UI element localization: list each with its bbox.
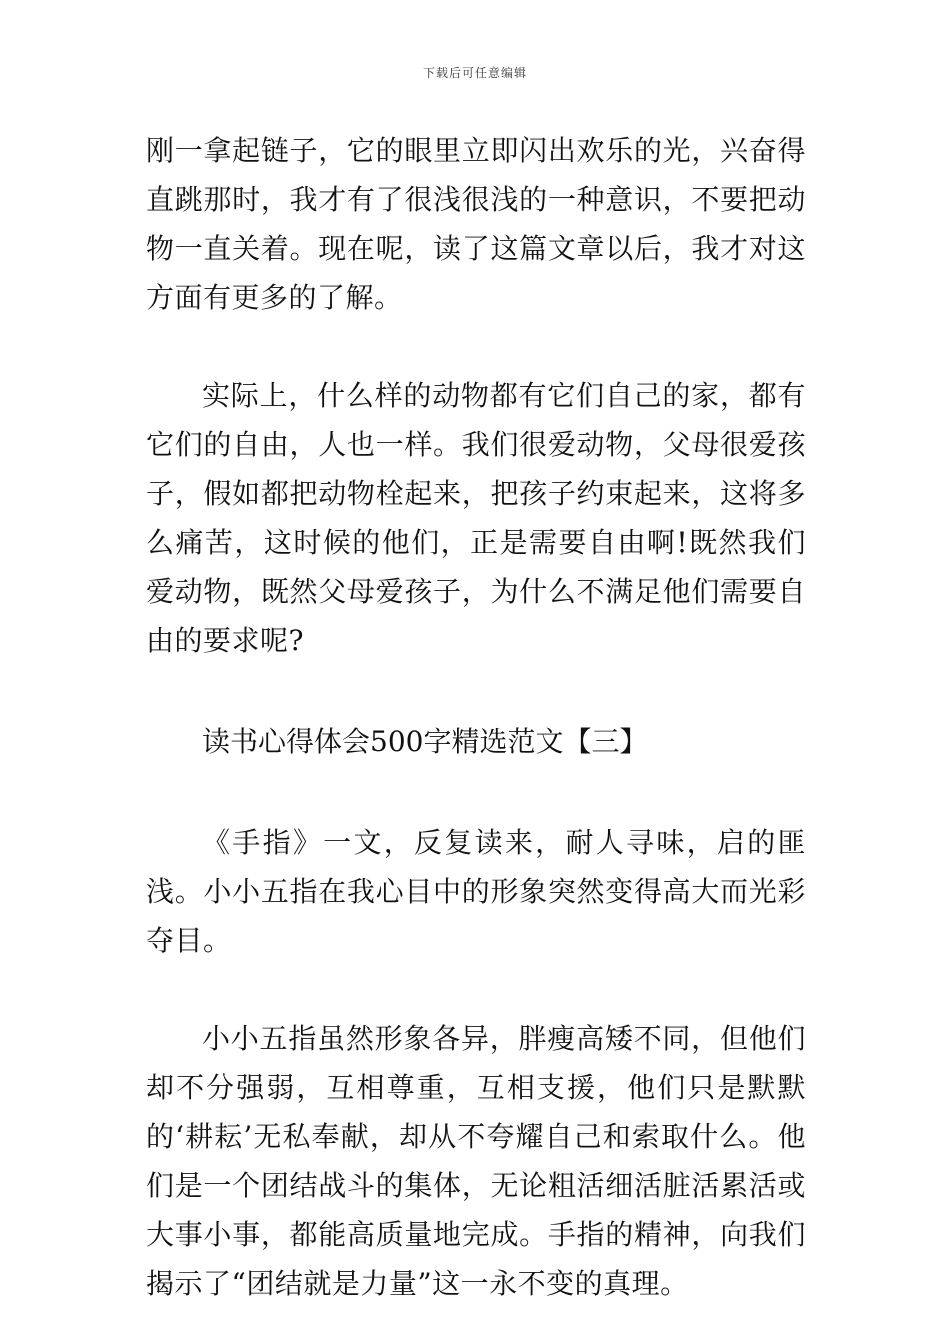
paragraph-spacer: [146, 965, 806, 1014]
section-heading: 读书心得体会500字精选范文【三】: [202, 725, 648, 758]
paragraph-4: 小小五指虽然形象各异，胖瘦高矮不同，但他们却不分强弱，互相尊重，互相支援，他们只是默默的‘耕耘’无私奉献，却从不夸耀自己和索取什么。他们是一个团结战斗的集体，无论粗活细活脏活累活或大事小事，都能高质量地完成。手指的精神，向我们揭示了“团结就是力量”这一永不变的真理。: [146, 1022, 806, 1300]
paragraph-3: 《手指》一文，反复读来，耐人寻味，启的匪浅。小小五指在我心目中的形象突然变得高大而光彩夺目。: [146, 826, 806, 957]
paragraph-spacer: [146, 766, 806, 818]
paragraph-1: 刚一拿起链子，它的眼里立即闪出欢乐的光，兴奋得直跳那时，我才有了很浅很浅的一种意识，不要把动物一直关着。现在呢，读了这篇文章以后，我才对这方面有更多的了解。: [146, 134, 806, 314]
paragraph-spacer: [146, 322, 806, 371]
page-header-note: 下载后可任意编辑: [422, 66, 527, 80]
paragraph-spacer: [146, 665, 806, 717]
paragraph-2: 实际上，什么样的动物都有它们自己的家，都有它们的自由，人也一样。我们很爱动物，父母很爱孩子，假如都把动物栓起来，把孩子约束起来，这将多么痛苦，这时候的他们，正是需要自由啊!既然我们爱动物，既然父母爱孩子，为什么不满足他们需要自由的要求呢?: [146, 379, 806, 657]
document-body: [146, 126, 806, 1308]
